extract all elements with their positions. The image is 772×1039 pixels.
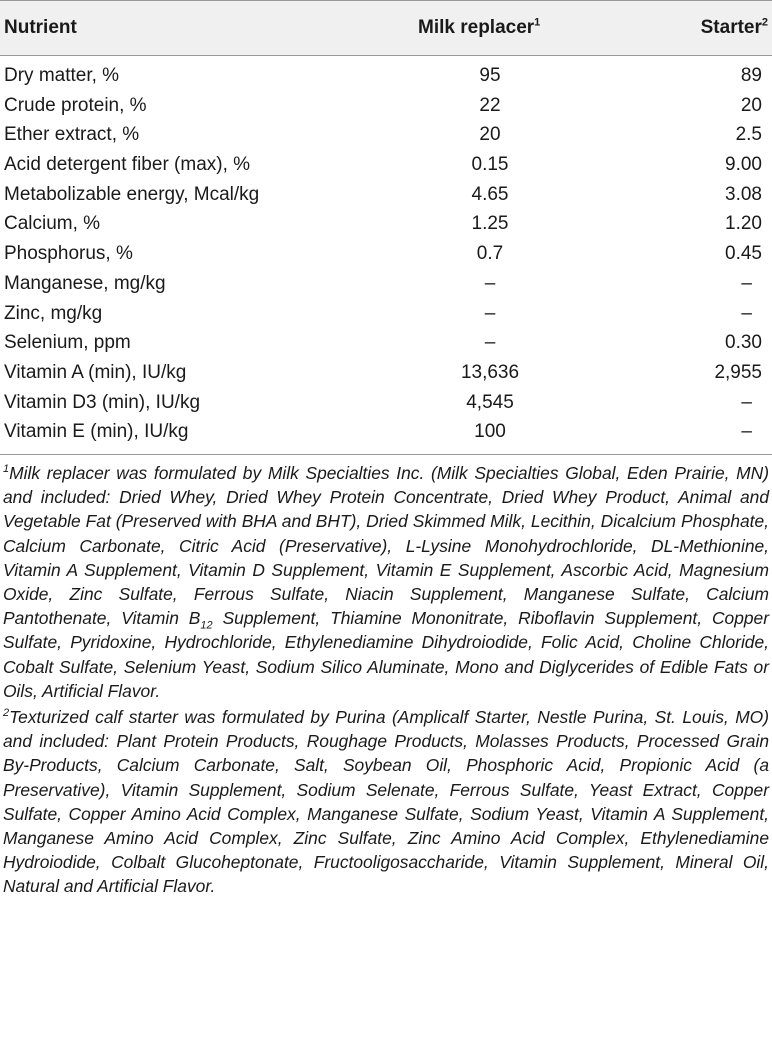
header-starter-note: 2 xyxy=(761,16,768,29)
row-starter-value: – xyxy=(741,421,752,443)
row-milk-value: 0.7 xyxy=(476,243,504,265)
row-starter-value: 1.20 xyxy=(725,213,762,235)
footnote-1 xyxy=(0,455,772,703)
table-row xyxy=(0,359,772,389)
row-starter-value: 20 xyxy=(740,94,762,116)
row-nutrient: Dry matter, % xyxy=(4,65,120,86)
table-row xyxy=(0,270,772,300)
footnote-2 xyxy=(0,703,772,899)
row-milk-value: 20 xyxy=(479,124,501,146)
row-starter-value: 2.5 xyxy=(735,124,762,146)
row-starter-value: 2,955 xyxy=(714,361,762,383)
header-starter xyxy=(701,17,768,39)
row-nutrient: Metabolizable energy, Mcal/kg xyxy=(4,183,260,205)
row-nutrient: Crude protein, % xyxy=(4,94,147,116)
table-row xyxy=(0,210,772,240)
footnote-1-subscript: 12 xyxy=(200,619,213,632)
row-milk-value: 22 xyxy=(479,94,501,116)
row-milk-value: 0.15 xyxy=(471,154,509,176)
header-milk-replacer xyxy=(418,17,540,39)
table-row xyxy=(0,62,772,92)
row-nutrient: Acid detergent fiber (max), % xyxy=(4,154,251,176)
row-milk-value: 1.25 xyxy=(471,213,509,235)
row-starter-value: 0.30 xyxy=(725,332,762,354)
row-milk-value: 100 xyxy=(474,421,506,443)
row-starter-value: – xyxy=(741,272,752,294)
row-milk-value: 4.65 xyxy=(471,183,509,205)
table-row xyxy=(0,300,772,330)
header-milk-replacer-label: Milk replacer xyxy=(418,17,535,38)
row-milk-value: – xyxy=(484,272,496,294)
row-nutrient: Phosphorus, % xyxy=(4,243,133,265)
row-starter-value: 89 xyxy=(740,65,762,86)
table-row xyxy=(0,92,772,122)
table-header xyxy=(0,0,772,56)
row-milk-value: – xyxy=(484,302,496,324)
row-nutrient: Manganese, mg/kg xyxy=(4,272,166,294)
row-starter-value: 3.08 xyxy=(725,183,762,205)
table-row xyxy=(0,151,772,181)
table-body xyxy=(0,56,772,448)
footnote-1-mark: 1 xyxy=(3,463,10,476)
table-row xyxy=(0,329,772,359)
header-nutrient: Nutrient xyxy=(4,17,77,38)
row-nutrient: Vitamin D3 (min), IU/kg xyxy=(4,391,201,413)
row-starter-value: 0.45 xyxy=(725,243,762,265)
table-row xyxy=(0,240,772,270)
row-starter-value: – xyxy=(741,302,752,324)
row-nutrient: Ether extract, % xyxy=(4,124,140,146)
row-nutrient: Vitamin E (min), IU/kg xyxy=(4,421,189,443)
row-nutrient: Zinc, mg/kg xyxy=(4,302,103,324)
row-starter-value: 9.00 xyxy=(725,154,762,176)
row-milk-value: 13,636 xyxy=(460,361,520,383)
table-row xyxy=(0,389,772,419)
table-row xyxy=(0,121,772,151)
table-row xyxy=(0,418,772,448)
row-milk-value: – xyxy=(484,332,496,354)
header-milk-replacer-note: 1 xyxy=(534,16,541,29)
row-nutrient: Selenium, ppm xyxy=(4,332,131,354)
row-nutrient: Vitamin A (min), IU/kg xyxy=(4,361,187,383)
row-starter-value: – xyxy=(741,391,752,413)
row-milk-value: 4,545 xyxy=(466,391,514,413)
row-milk-value: 95 xyxy=(479,65,501,86)
footnote-2-text: Texturized calf starter was formulated by Purina (Amplicalf Starter, Nestle Purina, St. Louis, MO) and included: Plant Protein Products, Roughage Products, Molasses Products, Processed Grain By-Products, Calcium Carbonate, Salt, Soybean Oil, Phosphoric Acid, Propionic Acid (a Preservative), Vitamin Supplement, Sodium Selenate, Ferrous Sulfate, Yeast Extract, Copper Sulfate, Copper Amino Acid Complex, Manganese Sulfate, Sodium Yeast, Vitamin A Supplement, Manganese Amino Acid Complex, Zinc Sulfate, Zinc Amino Acid Complex, Ethylenediamine Hydroiodide, Colbalt Glucoheptonate, Fructooligosaccharide, Vitamin Supplement, Mineral Oil, Natural and Artificial Flavor. xyxy=(3,706,769,897)
footnote-1-text-a: Milk replacer was formulated by Milk Specialties Inc. (Milk Specialties Global, Eden Prairie, MN) and included: Dried Whey, Dried Whey Protein Concentrate, Dried Whey Product, Animal and Vegetable Fat (Preserved with BHA and BHT), Dried Skimmed Milk, Lecithin, Dicalcium Phosphate, Calcium Carbonate, Citric Acid (Preservative), L-Lysine Monohydrochloride, DL-Methionine, Vitamin A Supplement, Vitamin D Supplement, Vitamin E Supplement, Ascorbic Acid, Magnesium Oxide, Zinc Sulfate, Ferrous Sulfate, Niacin Supplement, Manganese Sulfate, Calcium Pantothenate, Vitamin B xyxy=(3,462,769,629)
footnote-2-mark: 2 xyxy=(3,707,10,720)
table-row xyxy=(0,181,772,211)
row-nutrient: Calcium, % xyxy=(4,213,101,235)
header-starter-label: Starter xyxy=(700,17,762,38)
footnote-1-text-b: Supplement, Thiamine Mononitrate, Riboflavin Supplement, Copper Sulfate, Pyridoxine, Hydrochloride, Ethylenediamine Dihydroiodide, Folic Acid, Choline Chloride, Cobalt Sulfate, Selenium Yeast, Sodium Silico Aluminate, Mono and Diglycerides of Edible Fats or Oils, Artificial Flavor. xyxy=(3,608,769,701)
